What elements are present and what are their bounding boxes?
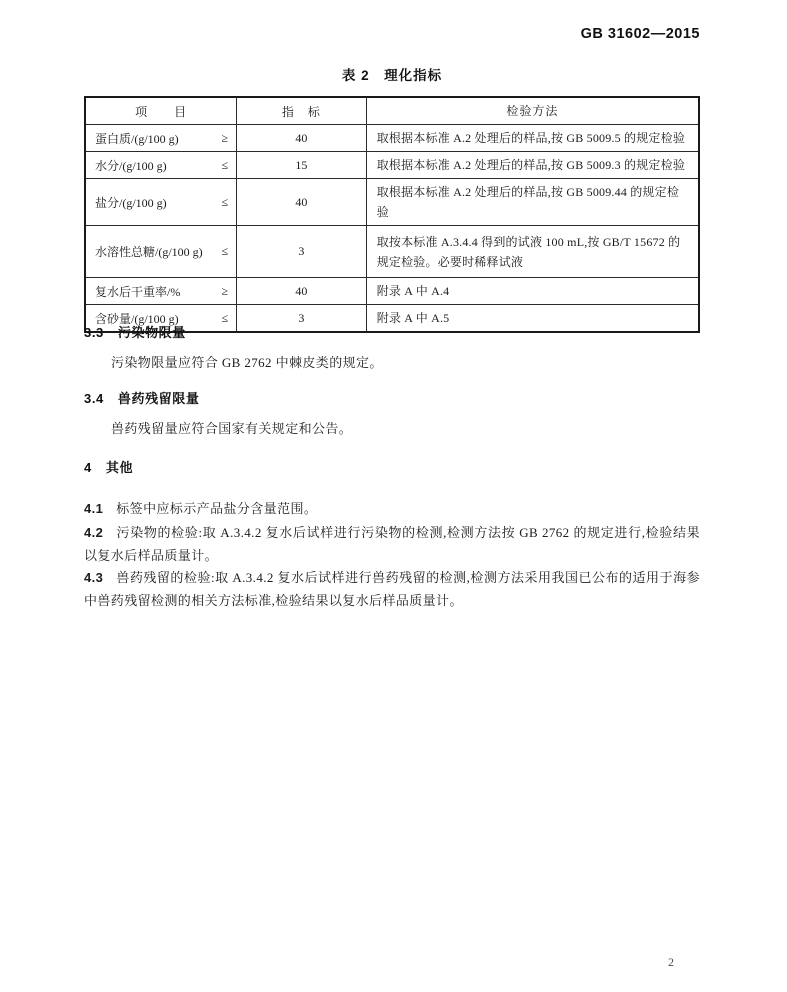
table-row	[85, 179, 699, 226]
table-row	[85, 152, 699, 179]
section-title: 污染物限量	[117, 325, 186, 340]
item-value: 3	[237, 305, 367, 333]
clause-4-2	[84, 521, 700, 567]
col-header-method: 检验方法	[366, 97, 699, 125]
clause-4-3	[84, 566, 700, 612]
clause-number: 4.1	[84, 501, 104, 516]
item-name: 水溶性总糖/(g/100 g)	[95, 245, 203, 259]
section-number: 4	[84, 460, 92, 475]
page-number: 2	[668, 955, 674, 969]
section-title: 其他	[105, 460, 134, 475]
clause-number: 4.2	[84, 525, 104, 540]
section-heading-3-3	[84, 322, 186, 341]
col-header-value: 指 标	[237, 97, 367, 125]
item-name: 含砂量/(g/100 g)	[95, 311, 179, 326]
comparison-operator: ≤	[221, 157, 229, 172]
clause-text: 标签中应标示产品盐分含量范围。	[116, 501, 318, 516]
standard-code: GB 31602—2015	[580, 26, 700, 42]
item-value: 40	[237, 278, 367, 305]
section-heading-3-4	[84, 388, 199, 407]
clause-text: 污染物的检验:取 A.3.4.2 复水后试样进行污染物的检测,检测方法按 GB 2762 的规定进行,检验结果以复水后样品质量计。	[84, 525, 700, 563]
col-header-item: 项 目	[85, 97, 237, 125]
section-number: 3.3	[84, 325, 104, 340]
section-body-3-3: 污染物限量应符合 GB 2762 中棘皮类的规定。	[111, 355, 383, 370]
item-method: 附录 A 中 A.5	[366, 305, 699, 333]
physical-chemical-table	[84, 96, 700, 333]
item-name: 水分/(g/100 g)	[95, 158, 167, 173]
item-value: 40	[237, 125, 367, 152]
item-value: 40	[237, 179, 367, 226]
table-header-row	[85, 97, 699, 125]
comparison-operator: ≤	[221, 194, 229, 209]
table-row	[85, 125, 699, 152]
item-value: 3	[237, 226, 367, 278]
item-value: 15	[237, 152, 367, 179]
section-heading-4	[84, 457, 133, 476]
item-method: 取根据本标准 A.2 处理后的样品,按 GB 5009.5 的规定检验	[366, 125, 699, 152]
table-title: 表 2 理化指标	[341, 68, 443, 83]
item-method: 附录 A 中 A.4	[366, 278, 699, 305]
comparison-operator: ≥	[221, 130, 229, 145]
item-method: 取按本标准 A.3.4.4 得到的试液 100 mL,按 GB/T 15672 的规定检验。必要时稀释试液	[366, 226, 699, 278]
item-method: 取根据本标准 A.2 处理后的样品,按 GB 5009.44 的规定检验	[366, 179, 699, 226]
section-body-3-4: 兽药残留量应符合国家有关规定和公告。	[111, 421, 353, 436]
clause-4-1	[84, 497, 700, 520]
table-row	[85, 226, 699, 278]
item-name: 复水后干重率/%	[95, 284, 181, 299]
comparison-operator: ≤	[221, 244, 229, 258]
comparison-operator: ≤	[221, 310, 229, 325]
comparison-operator: ≥	[221, 283, 229, 298]
clause-text: 兽药残留的检验:取 A.3.4.2 复水后试样进行兽药残留的检测,检测方法采用我国已公布的适用于海参中兽药残留检测的相关方法标准,检验结果以复水后样品质量计。	[84, 570, 700, 608]
item-name: 盐分/(g/100 g)	[95, 195, 167, 210]
section-title: 兽药残留限量	[117, 391, 200, 406]
table-row	[85, 278, 699, 305]
section-number: 3.4	[84, 391, 104, 406]
clause-number: 4.3	[84, 570, 104, 585]
item-method: 取根据本标准 A.2 处理后的样品,按 GB 5009.3 的规定检验	[366, 152, 699, 179]
item-name: 蛋白质/(g/100 g)	[95, 131, 179, 146]
